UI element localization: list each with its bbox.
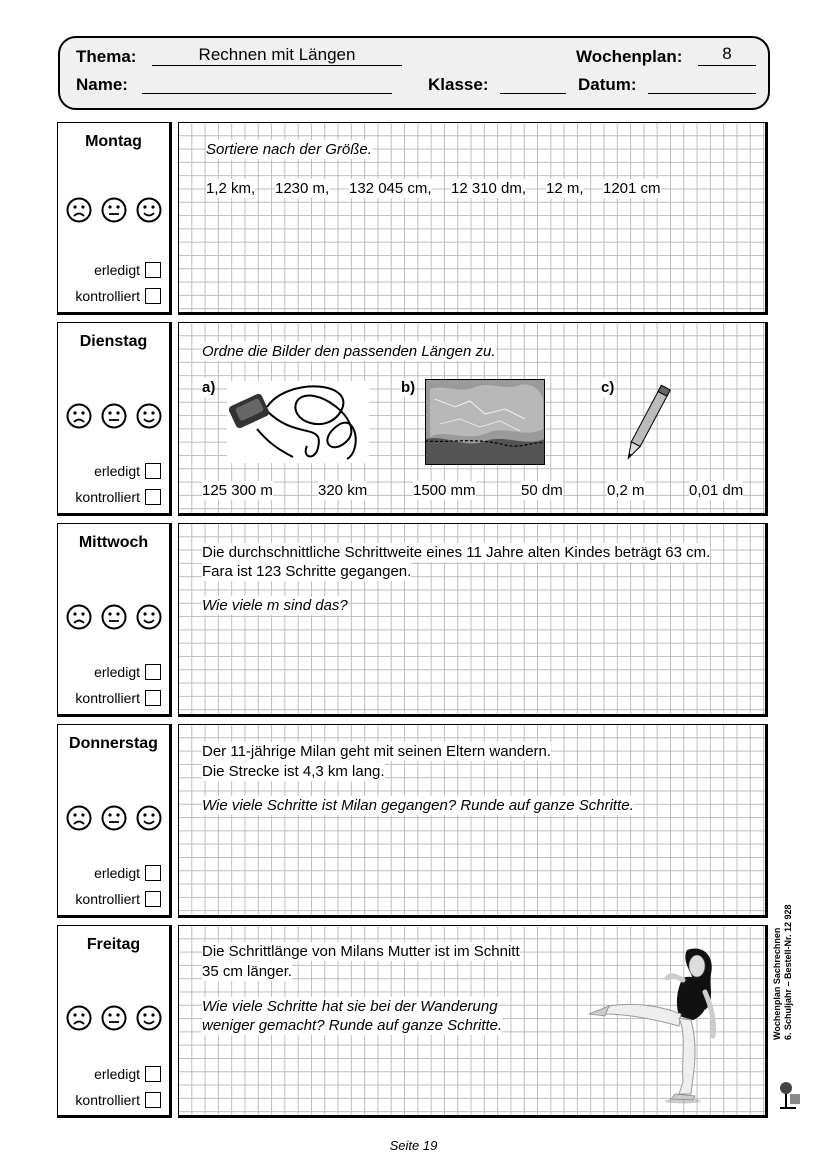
day-box-mittwoch xyxy=(57,523,172,717)
klasse-field[interactable] xyxy=(500,73,566,94)
item-label-b: b) xyxy=(401,379,416,396)
publisher-credit xyxy=(772,904,794,1040)
sad-face-icon[interactable] xyxy=(66,1005,92,1031)
task-instruction: Ordne die Bilder den passenden Längen zu. xyxy=(202,343,496,360)
kontrolliert-checkbox[interactable] xyxy=(75,1092,161,1108)
task-instruction: Sortiere nach der Größe. xyxy=(206,141,372,158)
checkbox-icon[interactable] xyxy=(145,664,161,680)
datum-label: Datum: xyxy=(578,75,637,94)
task-question: weniger gemacht? Runde auf ganze Schritte. xyxy=(202,1017,503,1034)
kontrolliert-label: kontrolliert xyxy=(75,891,140,907)
erledigt-checkbox[interactable] xyxy=(94,865,161,881)
task-panel-mittwoch[interactable] xyxy=(178,523,768,717)
sad-face-icon[interactable] xyxy=(66,805,92,831)
charger-cable-image[interactable] xyxy=(227,381,369,463)
credit-line: 6. Schuljahr – Bestell-Nr. 12 928 xyxy=(783,904,793,1040)
sad-face-icon[interactable] xyxy=(66,604,92,630)
happy-face-icon[interactable] xyxy=(136,805,162,831)
item-label-c: c) xyxy=(601,379,615,396)
erledigt-label: erledigt xyxy=(94,1066,140,1082)
wochenplan-label: Wochenplan: xyxy=(576,47,683,66)
checkbox-icon[interactable] xyxy=(145,891,161,907)
length-value: 12 m, xyxy=(546,180,584,197)
erledigt-label: erledigt xyxy=(94,262,140,278)
sad-face-icon[interactable] xyxy=(66,403,92,429)
happy-face-icon[interactable] xyxy=(136,1005,162,1031)
sad-face-icon[interactable] xyxy=(66,197,92,223)
happy-face-icon[interactable] xyxy=(136,403,162,429)
publisher-logo-icon xyxy=(776,1080,802,1112)
kontrolliert-checkbox[interactable] xyxy=(75,690,161,706)
day-box-montag xyxy=(57,122,172,315)
kontrolliert-checkbox[interactable] xyxy=(75,489,161,505)
credit-line: Wochenplan Sachrechnen xyxy=(772,927,782,1040)
day-name: Mittwoch xyxy=(78,534,149,551)
checkbox-icon[interactable] xyxy=(145,1066,161,1082)
kontrolliert-checkbox[interactable] xyxy=(75,288,161,304)
task-text-line: Die Schrittlänge von Milans Mutter ist im Schnitt xyxy=(202,943,520,960)
length-value: 320 km xyxy=(318,482,368,499)
day-box-donnerstag xyxy=(57,724,172,918)
datum-field[interactable] xyxy=(648,73,756,94)
task-text-line: Die durchschnittliche Schrittweite eines 11 Jahre alten Kindes beträgt 63 cm. xyxy=(202,544,711,561)
thema-label: Thema: xyxy=(76,47,137,66)
task-text-line: Fara ist 123 Schritte gegangen. xyxy=(202,563,412,580)
neutral-face-icon[interactable] xyxy=(101,1005,127,1031)
task-panel-montag[interactable] xyxy=(178,122,768,315)
kontrolliert-label: kontrolliert xyxy=(75,489,140,505)
header-box xyxy=(58,36,770,110)
pencil-image[interactable] xyxy=(619,379,675,467)
klasse-label: Klasse: xyxy=(428,75,489,94)
checkbox-icon[interactable] xyxy=(145,1092,161,1108)
length-value: 1500 mm xyxy=(413,482,476,499)
erledigt-label: erledigt xyxy=(94,865,140,881)
day-name: Montag xyxy=(85,133,142,150)
page-number: Seite 19 xyxy=(389,1138,438,1153)
name-field[interactable] xyxy=(142,73,392,94)
checkbox-icon[interactable] xyxy=(145,262,161,278)
task-text-line: Der 11-jährige Milan geht mit seinen Eltern wandern. xyxy=(202,743,552,760)
germany-map-image[interactable] xyxy=(425,379,545,465)
erledigt-label: erledigt xyxy=(94,664,140,680)
erledigt-checkbox[interactable] xyxy=(94,262,161,278)
neutral-face-icon[interactable] xyxy=(101,197,127,223)
task-text-line: Die Strecke ist 4,3 km lang. xyxy=(202,763,385,780)
erledigt-checkbox[interactable] xyxy=(94,664,161,680)
checkbox-icon[interactable] xyxy=(145,463,161,479)
name-label: Name: xyxy=(76,75,128,94)
checkbox-icon[interactable] xyxy=(145,288,161,304)
day-name: Freitag xyxy=(86,936,141,953)
length-value: 125 300 m xyxy=(202,482,273,499)
happy-face-icon[interactable] xyxy=(136,197,162,223)
length-value: 1,2 km, xyxy=(206,180,256,197)
length-value: 12 310 dm, xyxy=(451,180,527,197)
kontrolliert-label: kontrolliert xyxy=(75,690,140,706)
thema-value[interactable]: Rechnen mit Längen xyxy=(198,45,356,64)
length-value: 132 045 cm, xyxy=(349,180,432,197)
task-question: Wie viele Schritte hat sie bei der Wanderung xyxy=(202,998,498,1015)
erledigt-checkbox[interactable] xyxy=(94,463,161,479)
length-value: 50 dm xyxy=(521,482,563,499)
checkbox-icon[interactable] xyxy=(145,489,161,505)
kontrolliert-label: kontrolliert xyxy=(75,1092,140,1108)
day-box-freitag xyxy=(57,925,172,1118)
checkbox-icon[interactable] xyxy=(145,690,161,706)
neutral-face-icon[interactable] xyxy=(101,604,127,630)
erledigt-label: erledigt xyxy=(94,463,140,479)
wochenplan-value[interactable]: 8 xyxy=(722,44,732,63)
task-panel-dienstag[interactable] xyxy=(178,322,768,516)
length-value: 1201 cm xyxy=(603,180,661,197)
task-question: Wie viele m sind das? xyxy=(202,597,348,614)
task-question: Wie viele Schritte ist Milan gegangen? Runde auf ganze Schritte. xyxy=(202,797,634,814)
task-panel-freitag[interactable] xyxy=(178,925,768,1118)
length-value: 0,2 m xyxy=(607,482,645,499)
day-name: Donnerstag xyxy=(69,735,158,752)
erledigt-checkbox[interactable] xyxy=(94,1066,161,1082)
neutral-face-icon[interactable] xyxy=(101,805,127,831)
happy-face-icon[interactable] xyxy=(136,604,162,630)
task-text-line: 35 cm länger. xyxy=(202,963,293,980)
neutral-face-icon[interactable] xyxy=(101,403,127,429)
day-name: Dienstag xyxy=(79,333,148,350)
walking-woman-image xyxy=(575,944,735,1106)
length-value: 0,01 dm xyxy=(689,482,744,499)
length-value: 1230 m, xyxy=(275,180,330,197)
item-label-a: a) xyxy=(202,379,216,396)
kontrolliert-label: kontrolliert xyxy=(75,288,140,304)
checkbox-icon[interactable] xyxy=(145,865,161,881)
kontrolliert-checkbox[interactable] xyxy=(75,891,161,907)
day-box-dienstag xyxy=(57,322,172,516)
task-panel-donnerstag[interactable] xyxy=(178,724,768,918)
